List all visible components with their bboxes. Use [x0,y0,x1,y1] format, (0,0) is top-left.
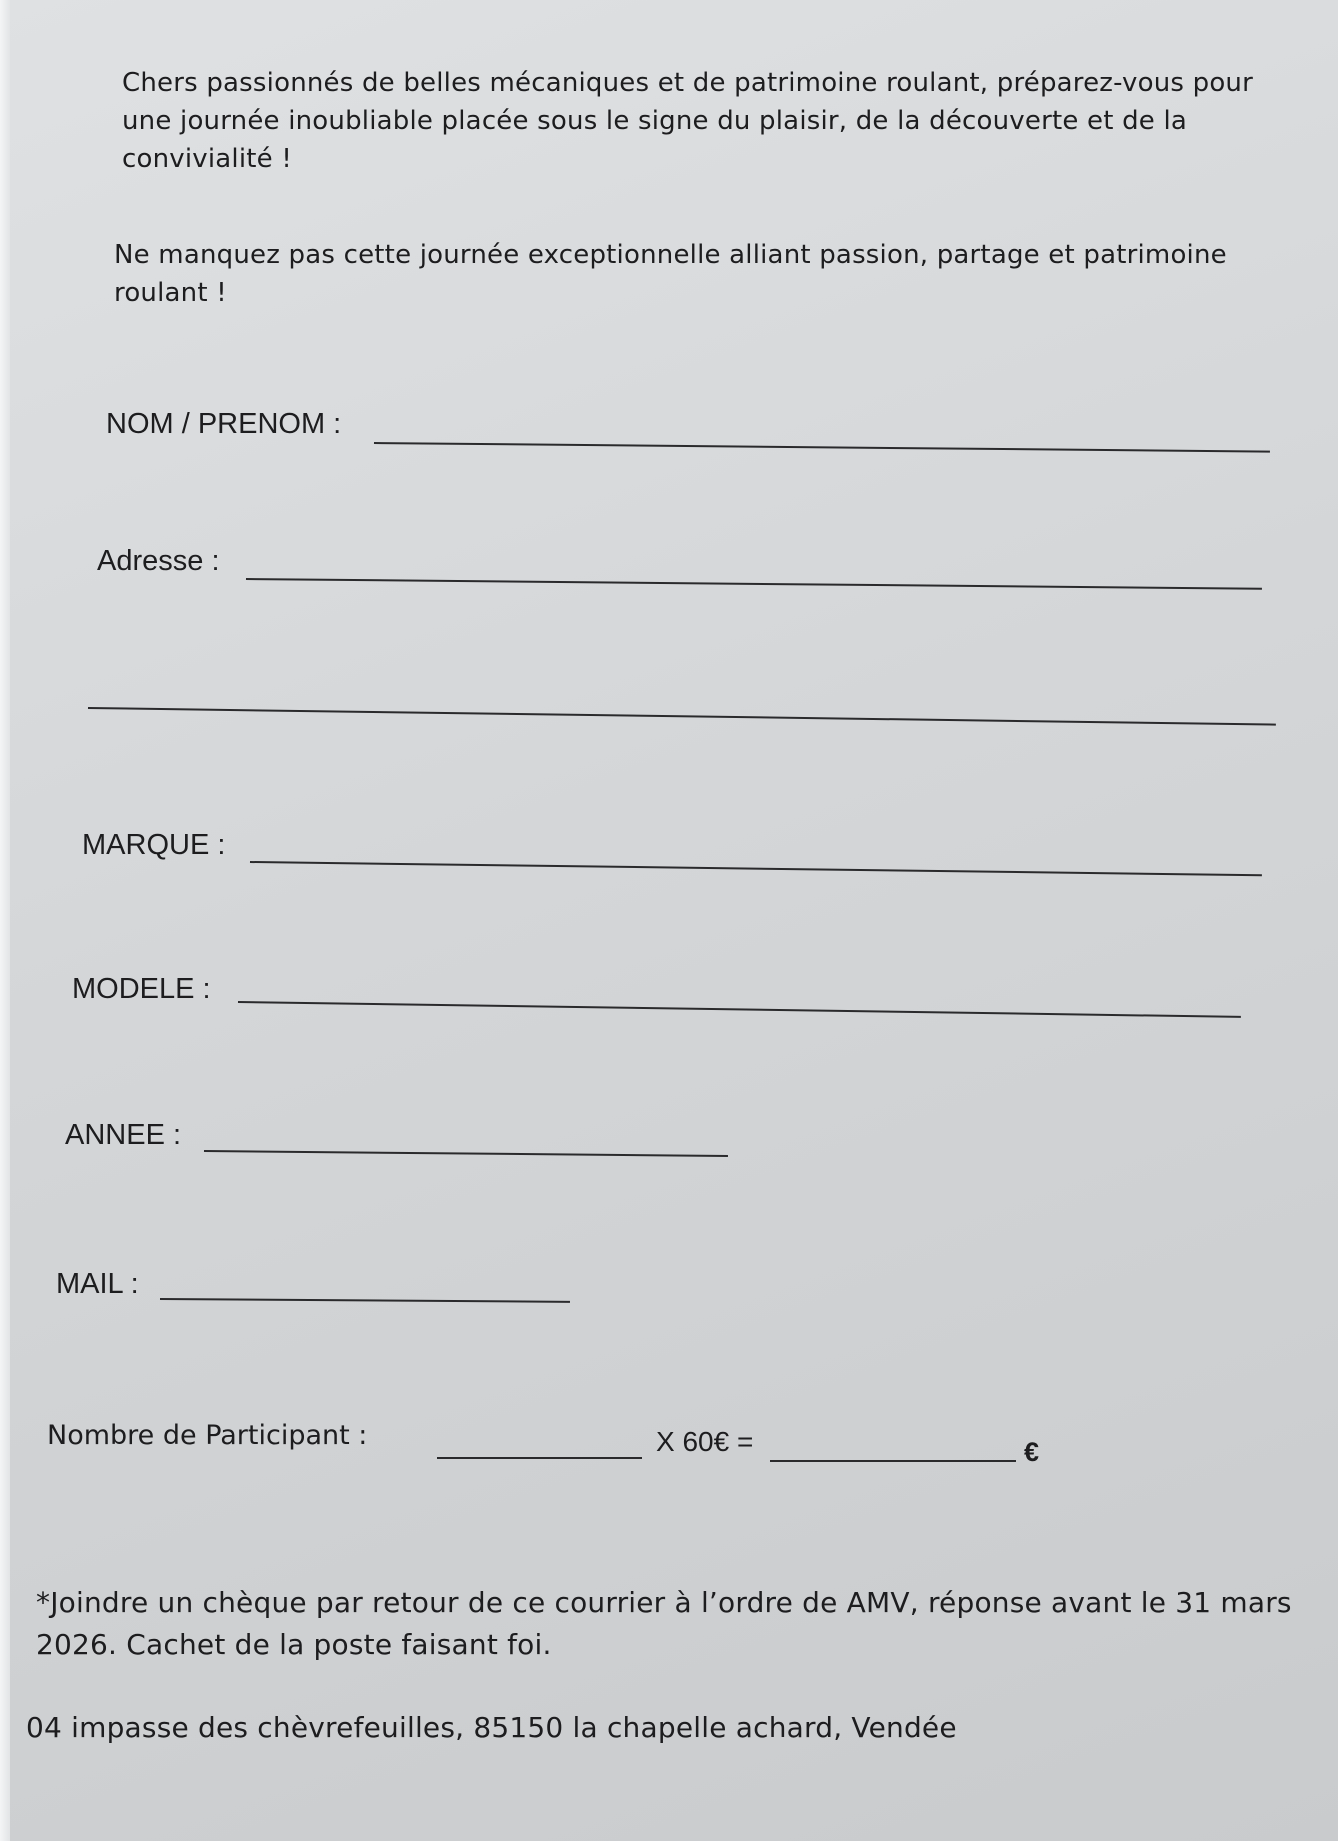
modele-label: MODELE : [72,973,211,1005]
adresse-field-line-2[interactable] [88,707,1276,726]
participants-label: Nombre de Participant : [47,1420,368,1451]
paper-edge [0,0,10,1841]
currency-suffix: € [1024,1437,1040,1467]
annee-field[interactable] [204,1150,728,1157]
mail-field[interactable] [160,1298,570,1303]
annee-label: ANNEE : [65,1119,182,1151]
intro-paragraph-2: Ne manquez pas cette journée exceptionnelle alliant passion, partage et patrimoine roulant ! [114,240,1227,308]
nom-prenom-field[interactable] [374,442,1270,453]
payment-note: *Joindre un chèque par retour de ce courrier à l’ordre de AMV, réponse avant le 31 mars 2026. Cachet de la poste faisant foi. [36,1586,1292,1661]
adresse-field-line-1[interactable] [246,578,1262,590]
intro-paragraph-1: Chers passionnés de belles mécaniques et de patrimoine roulant, préparez-vous pour une journée inoubliable placée sous le signe du plaisir, de la découverte et de la convivialité ! [122,68,1253,174]
postal-address: 04 impasse des chèvrefeuilles, 85150 la chapelle achard, Vendée [26,1711,957,1744]
price-multiplier: X 60€ = [656,1426,754,1457]
adresse-label: Adresse : [97,545,220,577]
participants-count-field[interactable] [437,1457,642,1459]
modele-field[interactable] [238,1001,1241,1018]
mail-label: MAIL : [56,1268,139,1300]
marque-label: MARQUE : [82,829,226,861]
total-amount-field[interactable] [770,1460,1016,1462]
nom-prenom-label: NOM / PRENOM : [106,408,342,440]
marque-field[interactable] [250,861,1262,876]
